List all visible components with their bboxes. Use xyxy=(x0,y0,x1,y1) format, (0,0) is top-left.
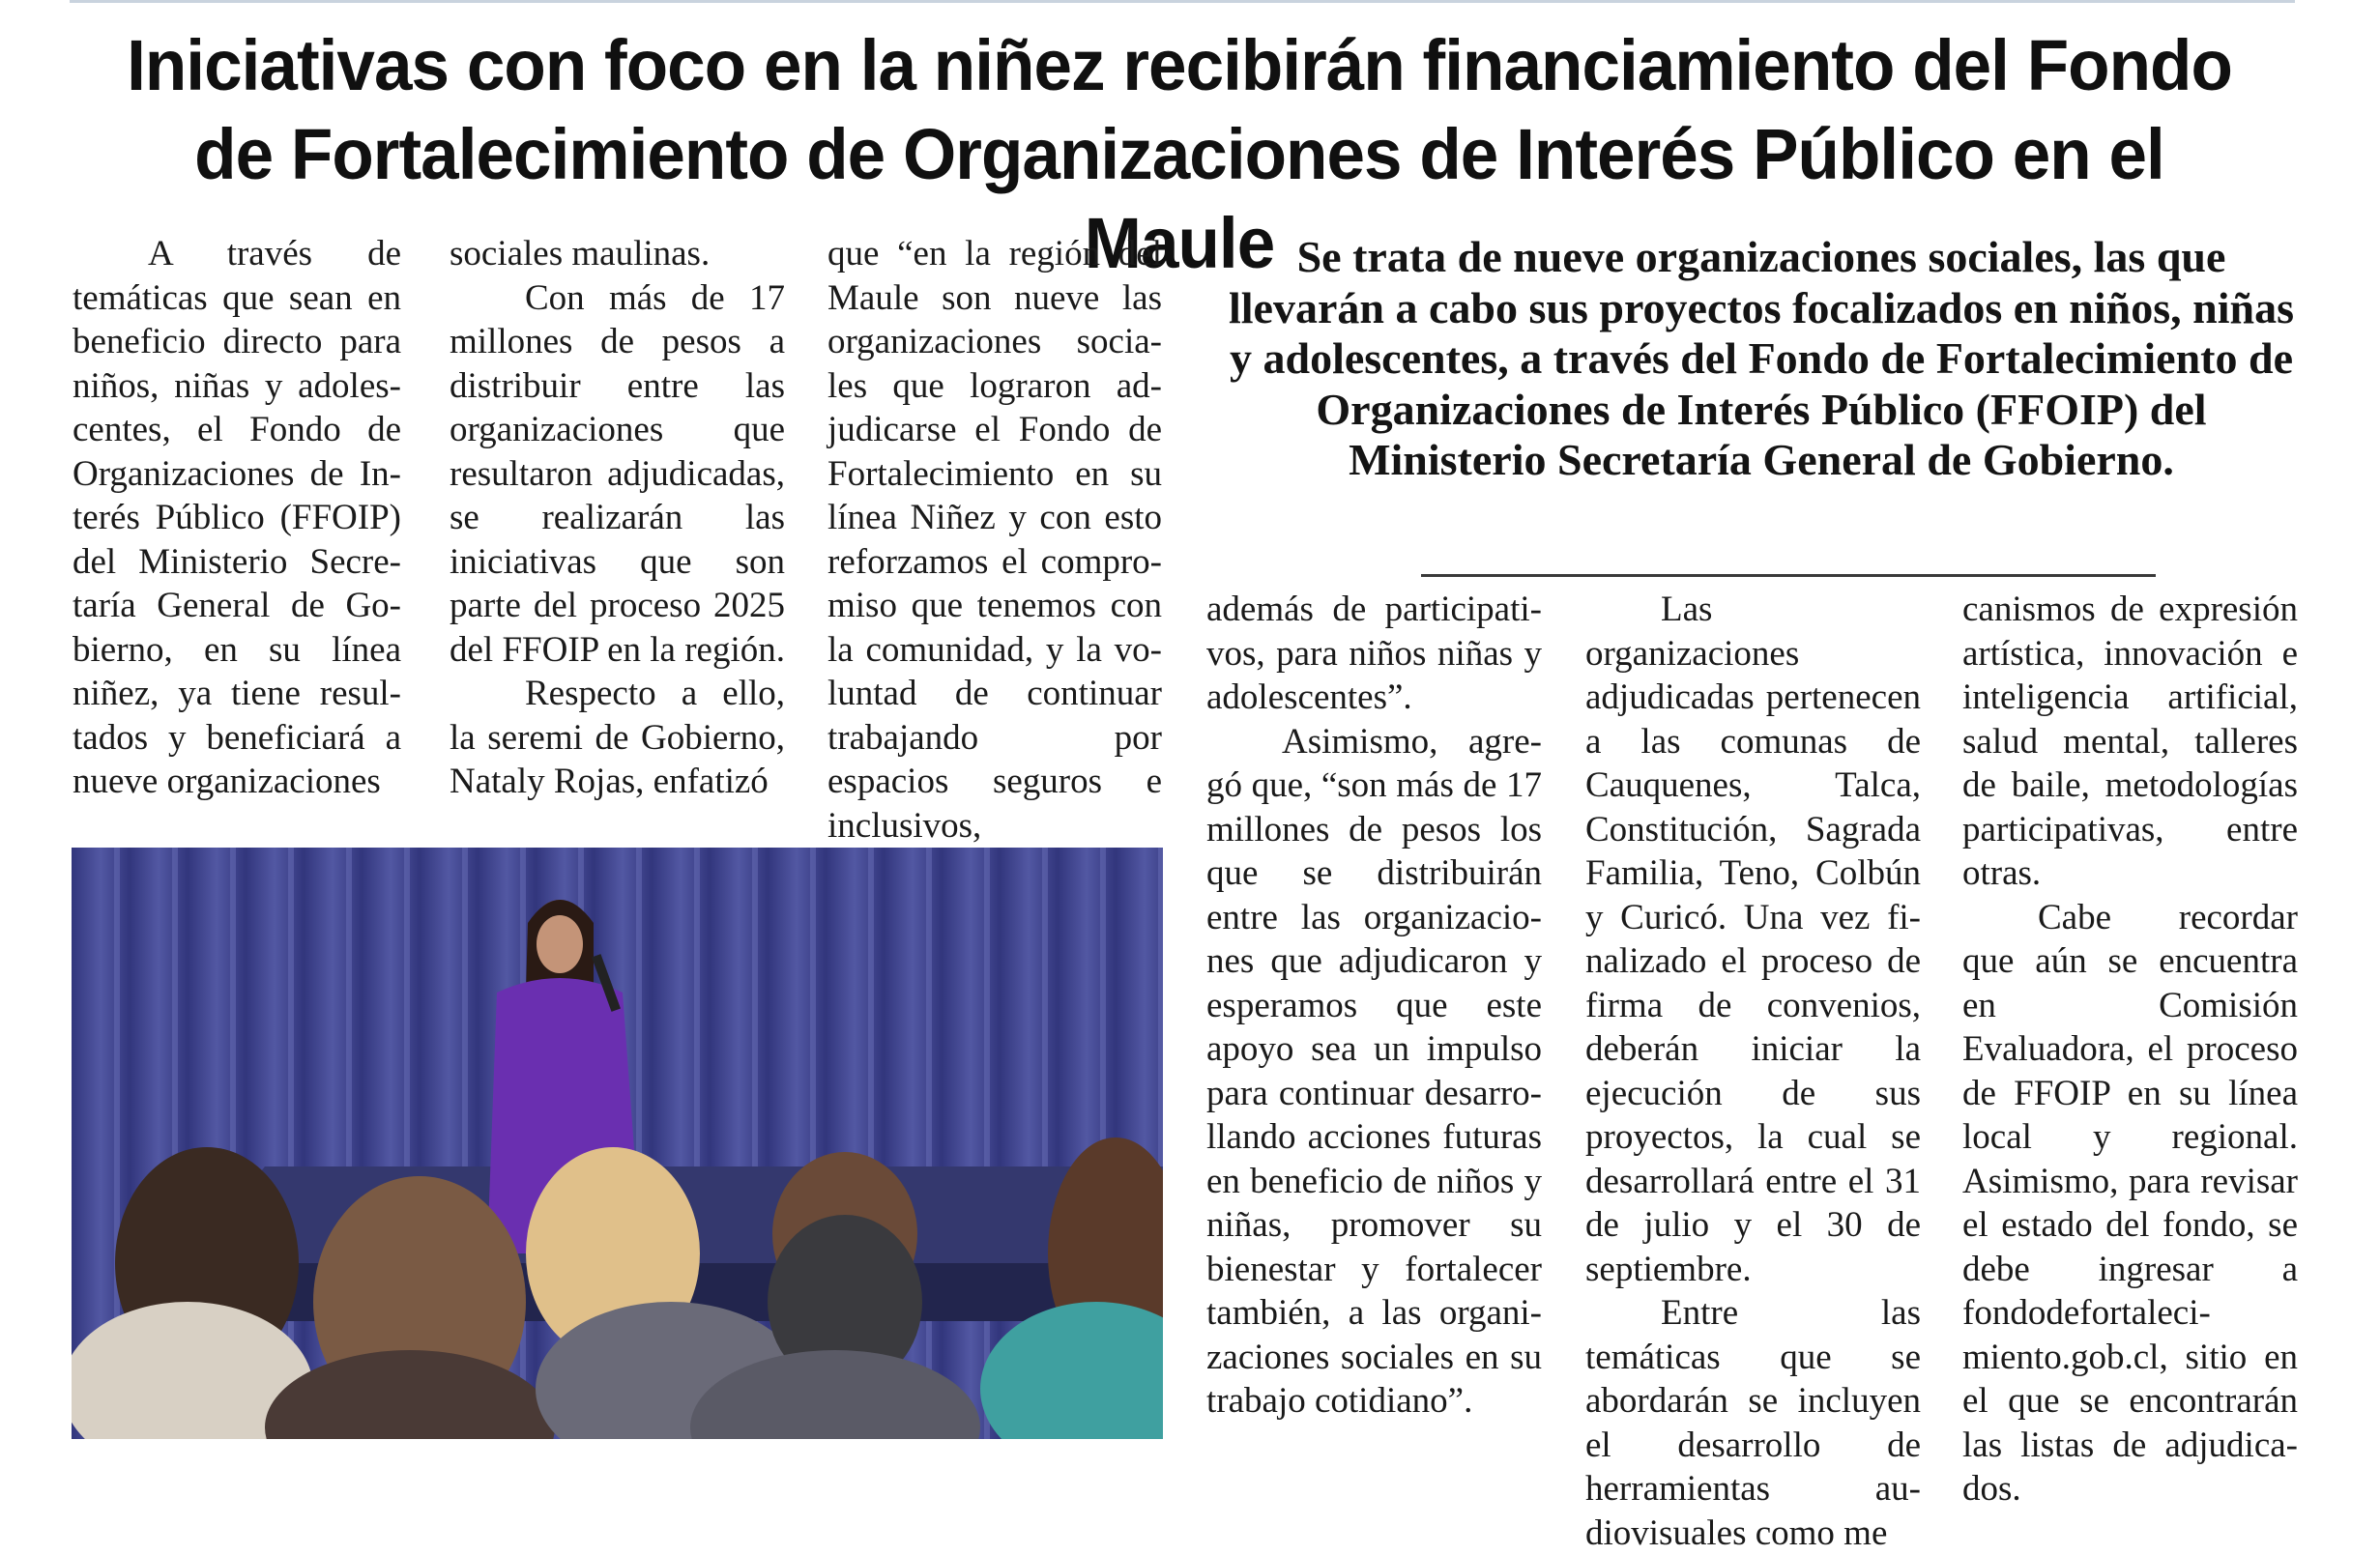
top-rule xyxy=(70,0,2295,3)
body-column-1 xyxy=(73,232,401,804)
paragraph: Con más de 17 millones de pesos a distribuir entre las organizaciones que resultaron adjudicadas, se realizarán las iniciativas que son parte del proceso 2025 del FFOIP en la región. xyxy=(450,277,786,670)
article-headline: Iniciativas con foco en la niñez recibirán financiamiento del Fondo de Fortalecimiento de Organizaciones de Interés Público en el Maule xyxy=(127,25,2232,283)
paragraph: canismos de expresión artística, innovación e inteligencia artificial, salud mental, talleres de baile, metodologías participativas, entre otras. xyxy=(1962,590,2298,893)
paragraph: Respecto a ello, la seremi de Gobierno, Nataly Rojas, enfatizó xyxy=(450,674,785,801)
paragraph: Entre las temáticas que se abordarán se incluyen el desarrollo de herramientas audiovisuales como me xyxy=(1585,1293,1921,1553)
paragraph: Asimismo, agregó que, “son más de 17 millones de pesos los que se distribuirán entre las organizaciones que adjudicaron y esperamos que este apoyo sea un impulso para continuar desarrollando acciones futuras en beneficio de niños y niñas, promover su bienestar y fortalecer también, a las organizaciones sociales en su trabajo cotidiano”. xyxy=(1206,721,1542,1421)
photo-presenter-audience-icon xyxy=(72,848,1163,1439)
paragraph: A través de temáticas que sean en beneficio directo para niños, niñas y adolescentes, el Fondo de Organizaciones de Interés Público (FFOIP) del Ministerio Secretaría General de Gobierno, en su línea niñez, ya tiene resultados y beneficiará a nueve organizaciones xyxy=(73,234,401,801)
paragraph: sociales maulinas. xyxy=(450,234,711,274)
article-photo xyxy=(72,848,1163,1439)
paragraph: Las organizaciones adjudicadas pertenecen a las comunas de Cauquenes, Talca, Constitución, Sagrada Familia, Teno, Colbún y Curicó. Una vez finalizado el proceso de firma de convenios, deberán iniciar la ejecución de sus proyectos, la cual se desarrollará entre el 31 de julio y el 30 de septiembre. xyxy=(1585,590,1921,1289)
paragraph: que “en la región del Maule son nueve las organizaciones sociales que lograron adjudicarse el Fondo de Fortalecimiento en su línea Niñez y con esto reforzamos el compromiso que tenemos con la comunidad, y la voluntad de continuar trabajando por espacios seguros e inclusivos, xyxy=(827,234,1162,846)
body-column-3 xyxy=(827,232,1162,848)
paragraph: además de participativos, para niños niñas y adolescentes”. xyxy=(1206,590,1542,717)
body-column-2 xyxy=(450,232,785,804)
body-column-6 xyxy=(1962,588,2298,1512)
body-column-4 xyxy=(1206,588,1542,1424)
article-deck: Se trata de nueve organizaciones sociales, las que llevarán a cabo sus proyectos focalizados en niños, niñas y adolescentes, a través del Fondo de Fortalecimiento de Organizaciones de Interés Público (FFOIP) del Ministerio Secretaría General de Gobierno. xyxy=(1229,232,2294,484)
paragraph: Cabe recordar que aún se encuentra en Comisión Evaluadora, el proceso de FFOIP en su línea local y regional. Asimismo, para revisar el estado del fondo, se debe ingresar a fondodefortalecimiento.gob.cl, sitio en el que se encontrarán las listas de adjudicados. xyxy=(1962,897,2298,1509)
body-column-5 xyxy=(1585,588,1921,1555)
deck-divider xyxy=(1421,574,2156,577)
